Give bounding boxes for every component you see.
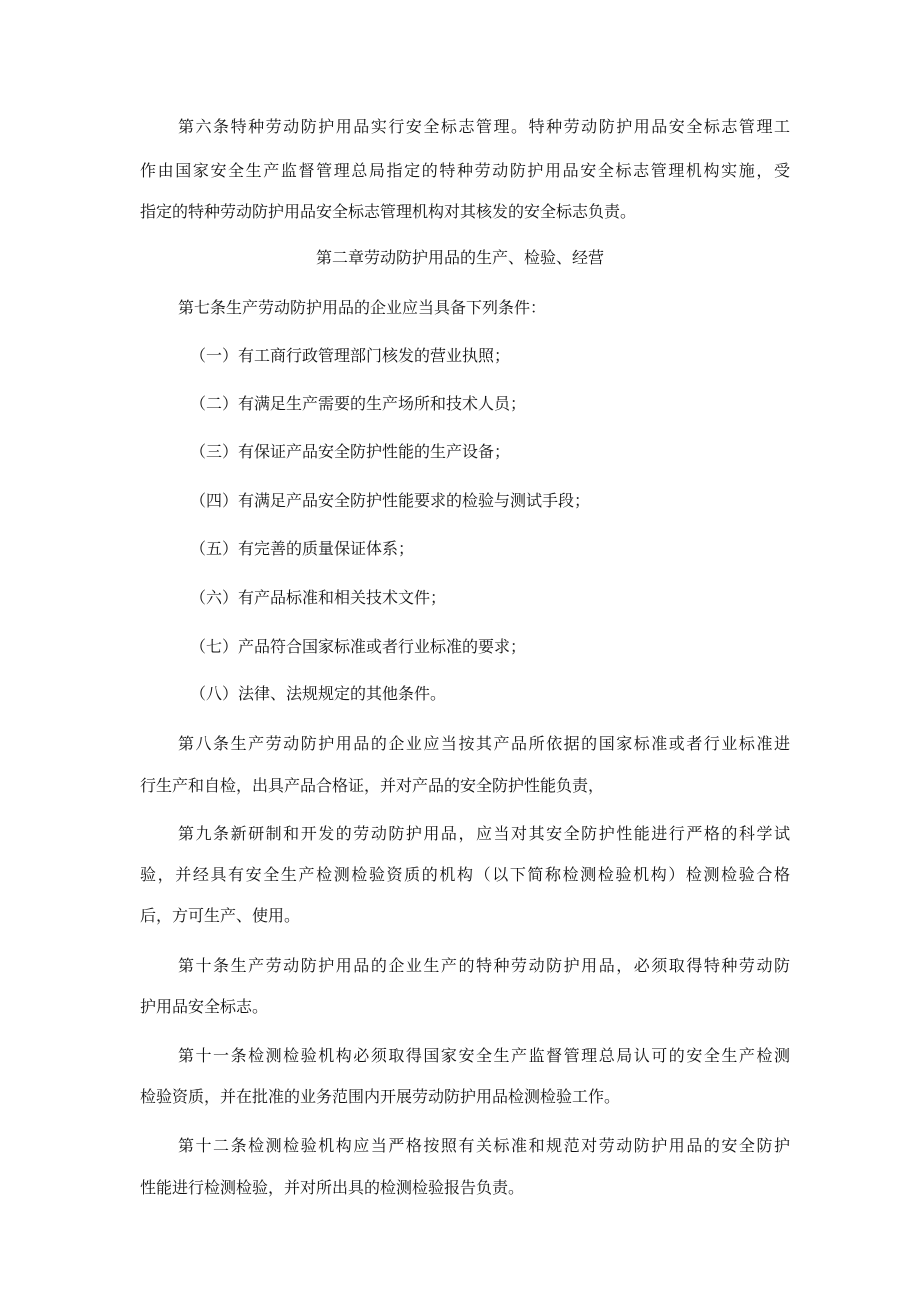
article-9-line-2: 验，并经具有安全生产检测检验资质的机构（以下简称检测检验机构）检测检验合格 (140, 865, 790, 884)
article-7-item-2: （二）有满足生产需要的生产场所和技术人员； (190, 394, 527, 413)
article-11-line-2: 检验资质，并在批准的业务范围内开展劳动防护用品检测检验工作。 (140, 1087, 621, 1106)
article-11-line-1: 第十一条检测检验机构必须取得国家安全生产监督管理总局认可的安全生产检测 (178, 1046, 790, 1065)
article-7-item-4: （四）有满足产品安全防护性能要求的检验与测试手段； (190, 491, 591, 510)
article-7-intro: 第七条生产劳动防护用品的企业应当具备下列条件： (178, 298, 547, 317)
chapter-2-title: 第二章劳动防护用品的生产、检验、经营 (315, 248, 604, 267)
article-12-line-1: 第十二条检测检验机构应当严格按照有关标准和规范对劳动防护用品的安全防护 (178, 1136, 790, 1155)
article-7-item-1: （一）有工商行政管理部门核发的营业执照； (190, 346, 511, 365)
article-6-line-1: 第六条特种劳动防护用品实行安全标志管理。特种劳动防护用品安全标志管理工 (178, 117, 790, 136)
article-12-line-2: 性能进行检测检验，并对所出具的检测检验报告负责。 (140, 1178, 525, 1197)
article-8-line-2: 行生产和自检，出具产品合格证，并对产品的安全防护性能负责， (140, 776, 605, 795)
article-8-line-1: 第八条生产劳动防护用品的企业应当按其产品所依据的国家标准或者行业标准进 (178, 734, 790, 753)
article-7-item-5: （五）有完善的质量保证体系； (190, 539, 415, 558)
article-6-line-2: 作由国家安全生产监督管理总局指定的特种劳动防护用品安全标志管理机构实施，受 (140, 161, 790, 180)
article-10-line-2: 护用品安全标志。 (140, 997, 269, 1016)
article-10-line-1: 第十条生产劳动防护用品的企业生产的特种劳动防护用品，必须取得特种劳动防 (178, 956, 790, 975)
article-9-line-1: 第九条新研制和开发的劳动防护用品，应当对其安全防护性能进行严格的科学试 (178, 824, 790, 843)
article-7-item-6: （六）有产品标准和相关技术文件； (190, 588, 447, 607)
article-7-item-3: （三）有保证产品安全防护性能的生产设备； (190, 442, 511, 461)
article-7-item-8: （八）法律、法规规定的其他条件。 (190, 684, 447, 703)
article-6-line-3: 指定的特种劳动防护用品安全标志管理机构对其核发的安全标志负责。 (140, 202, 637, 221)
article-9-line-3: 后，方可生产、使用。 (140, 906, 301, 925)
article-7-item-7: （七）产品符合国家标准或者行业标准的要求； (190, 637, 527, 656)
